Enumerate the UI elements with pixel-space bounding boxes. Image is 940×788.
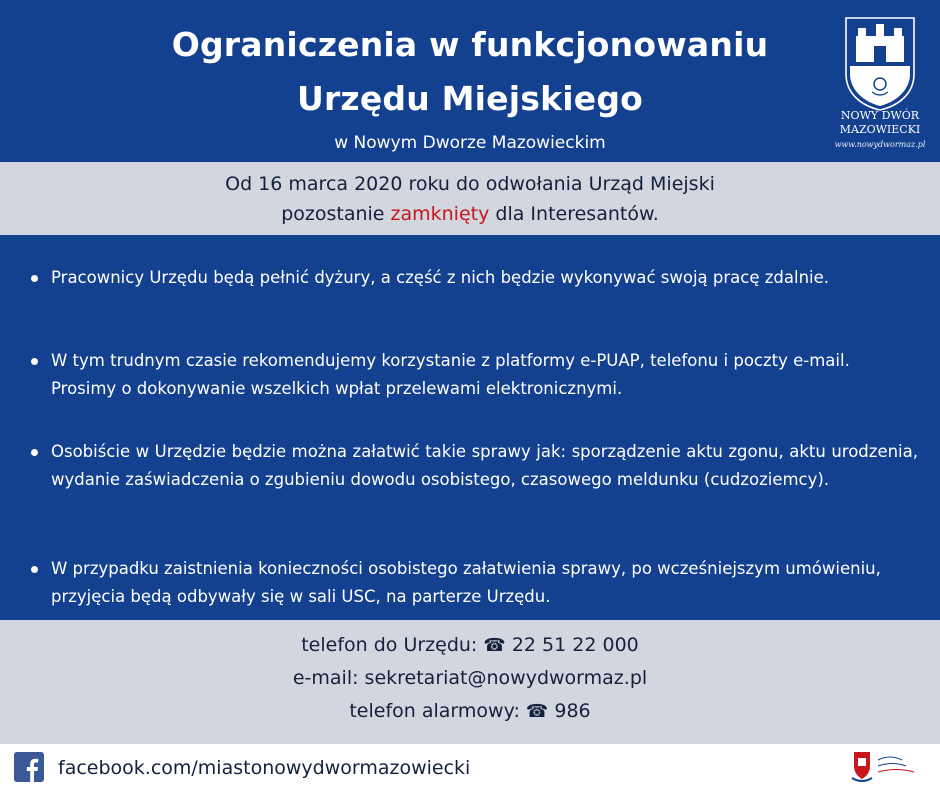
crest-name-line-2: MAZOWIECKI bbox=[839, 123, 921, 136]
notice-line-1: Od 16 marca 2020 roku do odwołania Urząd Miejski bbox=[225, 173, 715, 195]
telephone-icon: ☎ bbox=[525, 701, 549, 722]
contact-section bbox=[0, 620, 940, 744]
notice-line-2 bbox=[0, 199, 940, 229]
phone-number[interactable]: 22 51 22 000 bbox=[511, 634, 639, 656]
crest-name-line-1: NOWY DWÓR bbox=[840, 109, 920, 122]
alarm-label: telefon alarmowy: bbox=[349, 700, 526, 722]
email-link[interactable]: sekretariat@nowydwormaz.pl bbox=[364, 667, 648, 689]
bullet-item: W tym trudnym czasie rekomendujemy korzystanie z platformy e-PUAP, telefonu i poczty e-mail. Prosimy o dokonywanie wszelkich wpłat przelewami elektronicznymi. bbox=[51, 347, 918, 403]
page-title-line-1: Ograniczenia w funkcjonowaniu bbox=[171, 25, 769, 64]
facebook-icon[interactable] bbox=[14, 752, 44, 782]
facebook-link[interactable]: facebook.com/miastonowydwormazowiecki bbox=[58, 757, 471, 779]
contact-email-row bbox=[0, 662, 940, 695]
bullet-item: W przypadku zaistnienia konieczności osobistego załatwienia sprawy, po wcześniejszym umówieniu, przyjęcia będą odbywały się w sali USC, na parterze Urzędu. bbox=[51, 555, 918, 611]
notice-line-2-prefix: pozostanie bbox=[281, 203, 391, 225]
bullet-item: Osobiście w Urzędzie będzie można załatwić takie sprawy jak: sporządzenie aktu zgonu, aktu urodzenia, wydanie zaświadczenia o zgubieniu dowodu osobistego, czasowego meldunku (cudzoziemcy). bbox=[51, 438, 918, 494]
page-title-line-2: Urzędu Miejskiego bbox=[296, 79, 644, 118]
contact-alarm-row bbox=[0, 695, 940, 728]
notice-line-2-suffix: dla Interesantów. bbox=[489, 203, 659, 225]
telephone-icon: ☎ bbox=[483, 635, 506, 656]
notice-highlight: zamknięty bbox=[390, 203, 490, 225]
header-banner bbox=[0, 0, 940, 162]
contact-phone-row bbox=[0, 629, 940, 662]
page-subtitle: w Nowym Dworze Mazowieckim bbox=[334, 133, 606, 153]
email-label: e-mail: bbox=[292, 667, 365, 689]
bullet-item: Pracownicy Urzędu będą pełnić dyżury, a część z nich będzie wykonywać swoją pracę zdalnie. bbox=[51, 264, 918, 292]
city-logo-icon bbox=[850, 748, 932, 784]
alarm-number[interactable]: 986 bbox=[554, 700, 591, 722]
crest-url: www.nowydwormaz.pl bbox=[834, 140, 926, 149]
info-section bbox=[0, 235, 940, 620]
closure-notice bbox=[0, 162, 940, 235]
phone-label: telefon do Urzędu: bbox=[301, 634, 484, 656]
